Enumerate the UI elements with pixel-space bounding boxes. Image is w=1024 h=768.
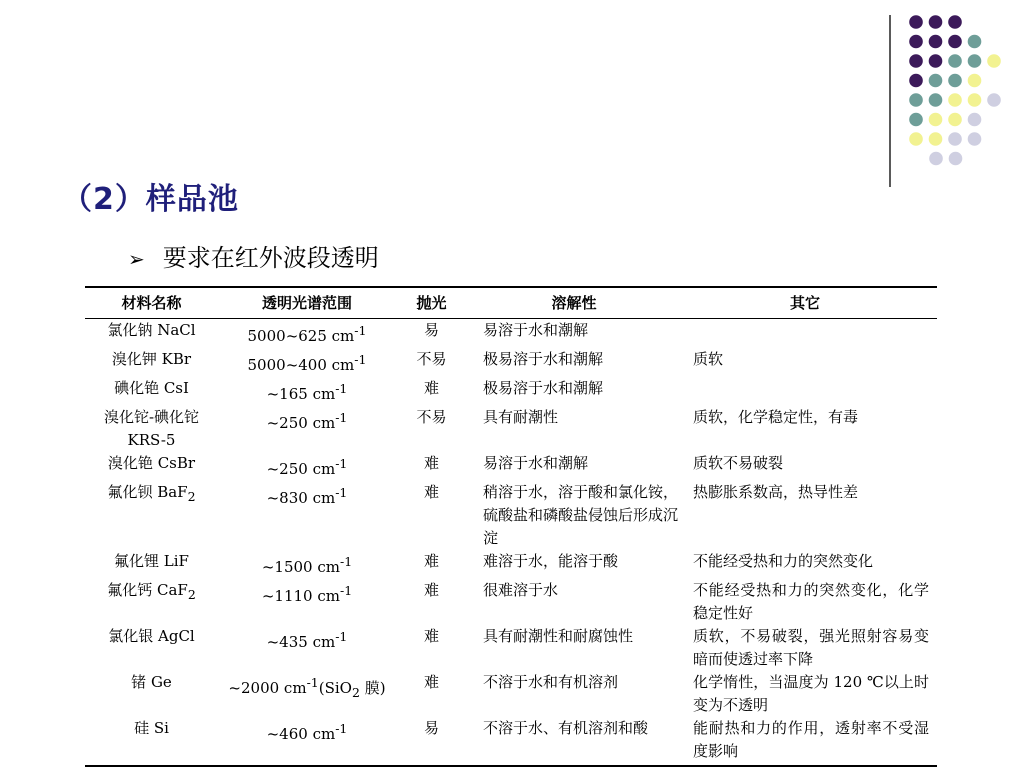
decorative-vertical-line [889,15,891,187]
cell-solubility: 极易溶于水和潮解 [483,350,604,368]
cell-polishing: 易 [423,719,439,737]
decorative-dot [968,35,982,49]
cell-solubility: 难溶于水，能溶于酸 [483,552,619,570]
cell-polishing: 难 [423,483,439,501]
cell-material-name [85,579,218,625]
cell-solubility: 极易溶于水和潮解 [483,379,604,397]
decorative-dot [968,54,982,68]
range-superscript: -1 [354,323,367,338]
decorative-dot [949,152,963,166]
cell-other [681,319,937,348]
decorative-dot [909,113,923,127]
cell-material-name [85,452,218,481]
decorative-dot [968,113,982,127]
range-superscript: -1 [335,410,348,425]
decorative-dot [909,35,923,49]
range-extra-text: (SiO [318,679,352,697]
decorative-dot [968,74,982,88]
cell-other: 不能经受热和力的突然变化，化学稳定性好 [693,581,929,622]
cell-polishing: 不易 [416,350,447,368]
header-solubility: 溶解性 [551,294,597,312]
range-text: 5000~400 cm [247,356,355,374]
header-material-name: 材料名称 [121,294,182,312]
header-other: 其它 [789,294,820,312]
table-row [85,319,937,348]
table-row [85,671,937,717]
cell-material-name [85,550,218,579]
decorative-dot [929,74,943,88]
range-text: ~1500 cm [261,558,340,576]
decorative-dot [929,113,943,127]
cell-material-name [85,377,218,406]
cell-spectral-range [218,377,396,406]
decorative-dot [929,152,943,166]
decorative-dot [968,132,982,146]
cell-solubility: 易溶于水和潮解 [483,321,589,339]
material-table [85,286,937,767]
cell-solubility: 具有耐潮性 [483,408,559,426]
material-name-text: 氟化钡 BaF [107,483,188,501]
decorative-dot [948,15,962,29]
range-text: ~830 cm [266,489,336,507]
range-text: ~250 cm [266,460,336,478]
cell-spectral-range [218,348,396,377]
cell-polishing: 难 [423,552,439,570]
range-text: ~2000 cm [228,679,307,697]
range-text: ~165 cm [266,385,336,403]
cell-material-name [85,319,218,348]
range-text: ~1110 cm [261,587,340,605]
material-name-text: 硅 Si [134,719,169,737]
table-row [85,481,937,550]
decorative-dot [948,54,962,68]
table-bottom-rule [85,765,937,767]
table-row [85,348,937,377]
cell-solubility: 具有耐潮性和耐腐蚀性 [483,627,634,645]
decorative-dot [948,35,962,49]
material-name-text: 氟化钙 CaF [107,581,188,599]
range-text: ~435 cm [266,633,336,651]
cell-other: 质软，化学稳定性，有毒 [693,408,859,426]
table-row [85,717,937,763]
decorative-dot [948,113,962,127]
cell-other: 化学惰性，当温度为 120 ℃以上时变为不透明 [693,673,929,714]
table-row [85,452,937,481]
range-superscript: -1 [354,352,367,367]
cell-other [681,377,937,406]
arrow-bullet-icon: ➢ [128,247,145,271]
table-row [85,579,937,625]
table-header-row [85,288,937,318]
cell-material-name [85,717,218,763]
cell-solubility: 不溶于水和有机溶剂 [483,673,619,691]
decorative-dot [948,93,962,107]
cell-polishing: 难 [423,379,439,397]
cell-other: 热膨胀系数高，热导性差 [693,483,859,501]
cell-other: 质软，不易破裂，强光照射容易变暗而使透过率下降 [693,627,929,668]
cell-other: 质软 [693,350,724,368]
range-subscript: 2 [351,685,360,700]
header-polishing: 抛光 [416,294,447,312]
cell-material-name [85,348,218,377]
cell-material-name [85,671,218,717]
cell-other: 不能经受热和力的突然变化 [693,552,874,570]
decorative-dot [987,54,1001,68]
bullet-text: 要求在红外波段透明 [162,244,379,272]
cell-polishing: 易 [423,321,439,339]
range-tail-text: 膜) [359,679,386,697]
range-superscript: -1 [339,583,353,598]
cell-polishing: 难 [423,454,439,472]
cell-polishing: 不易 [416,408,447,426]
cell-solubility: 易溶于水和潮解 [483,454,589,472]
decorative-dot [929,54,943,68]
cell-spectral-range [218,550,396,579]
range-superscript: -1 [335,485,348,500]
table-row [85,625,937,671]
cell-spectral-range [218,579,396,625]
cell-spectral-range [218,452,396,481]
range-text: ~250 cm [266,414,336,432]
cell-spectral-range [218,717,396,763]
cell-other: 能耐热和力的作用，透射率不受湿度影响 [693,719,929,760]
cell-solubility: 很难溶于水 [483,581,559,599]
cell-spectral-range [218,319,396,348]
table-body [85,319,937,763]
material-name-text: 溴化铊-碘化铊 KRS-5 [103,408,200,449]
decorative-dot-grid [880,8,1020,198]
decorative-dot [909,93,923,107]
cell-polishing: 难 [423,627,439,645]
table-row [85,550,937,579]
material-name-text: 锗 Ge [131,673,172,691]
decorative-dot [948,74,962,88]
material-name-text: 氟化锂 LiF [114,552,189,570]
cell-spectral-range [218,406,396,452]
decorative-dot [909,15,923,29]
decorative-dot [909,54,923,68]
range-superscript: -1 [306,675,319,690]
cell-spectral-range [218,625,396,671]
cell-material-name [85,406,218,452]
cell-polishing: 难 [423,673,439,691]
material-name-subscript: 2 [187,489,196,504]
cell-solubility: 稍溶于水，溶于酸和氯化铵，硫酸盐和磷酸盐侵蚀后形成沉淀 [483,483,679,547]
range-superscript: -1 [335,381,348,396]
page-title: （2）样品池 [62,182,239,217]
cell-spectral-range [218,481,396,550]
decorative-dot [929,132,943,146]
decorative-dot [909,74,923,88]
cell-solubility: 不溶于水、有机溶剂和酸 [483,719,649,737]
decorative-dot [929,35,943,49]
decorative-dot [948,132,962,146]
range-superscript: -1 [335,721,348,736]
range-text: ~460 cm [266,725,336,743]
cell-material-name [85,481,218,550]
decorative-dot [929,15,943,29]
material-name-subscript: 2 [187,587,196,602]
material-name-text: 碘化铯 CsI [114,379,189,397]
table-row [85,377,937,406]
bullet-item [128,238,379,273]
cell-other: 质软不易破裂 [693,454,784,472]
material-name-text: 氯化银 AgCl [108,627,195,645]
decorative-dot [968,93,982,107]
range-superscript: -1 [335,456,348,471]
cell-material-name [85,625,218,671]
material-name-text: 溴化铯 CsBr [107,454,196,472]
decorative-dot [987,93,1001,107]
range-superscript: -1 [339,554,353,569]
decorative-dot [929,93,943,107]
table-row [85,406,937,452]
material-name-text: 溴化钾 KBr [111,350,192,368]
range-superscript: -1 [335,629,348,644]
header-spectral-range: 透明光谱范围 [261,294,352,312]
cell-spectral-range [218,671,396,717]
range-text: 5000~625 cm [247,327,355,345]
decorative-dot [909,132,923,146]
cell-polishing: 难 [423,581,439,599]
material-name-text: 氯化钠 NaCl [107,321,196,339]
